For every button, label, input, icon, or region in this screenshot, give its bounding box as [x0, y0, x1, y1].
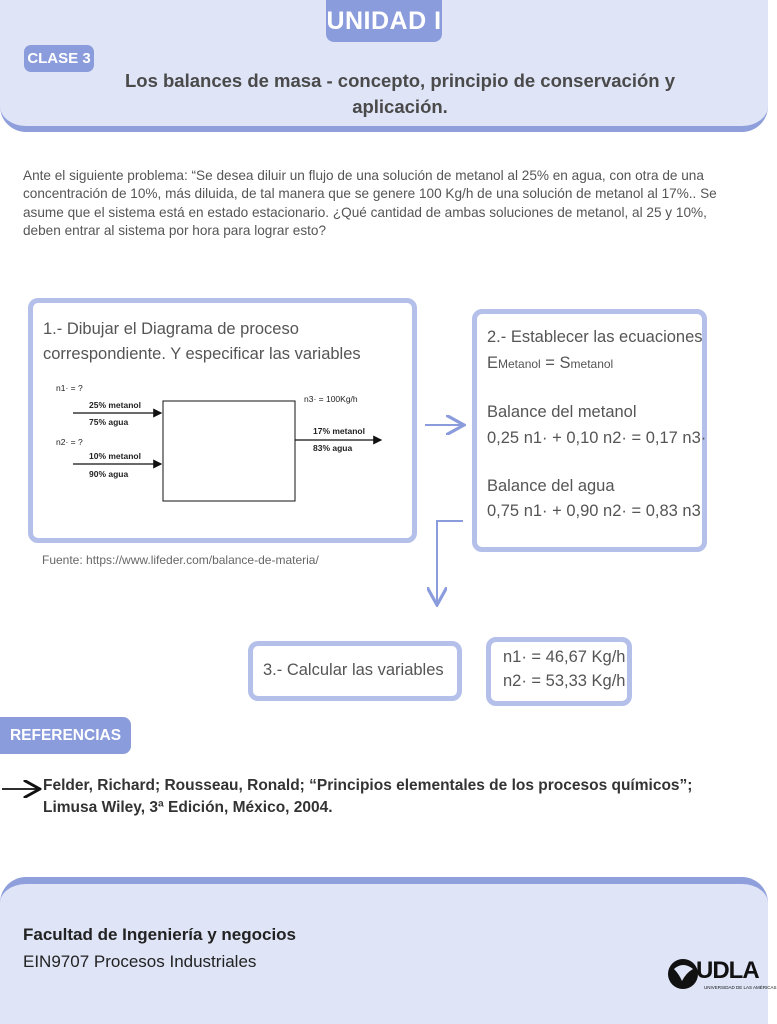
step3-label: 3.- Calcular las variables	[263, 661, 444, 679]
clase-tag: CLASE 3	[24, 45, 94, 72]
n2-comp1: 10% metanol	[89, 451, 141, 461]
n2-comp2: 90% agua	[89, 469, 129, 479]
faculty-name: Facultad de Ingeniería y negocios	[23, 925, 297, 944]
udla-emblem-icon	[666, 957, 700, 991]
page-title-line2: aplicación.	[352, 96, 448, 117]
n1-comp2: 75% agua	[89, 417, 129, 427]
unidad-tag: UNIDAD I	[326, 0, 442, 42]
problem-statement: Ante el siguiente problema: “Se desea diluir un flujo de una solución de metanol al 25% en agua, con otra de una concentración de 10%, más diluida, de tal manera que se genere 100 Kg/h de una solución de metanol al 17%.. Se asume que el sistema está en estado estacionario. ¿Qué cantidad de ambas soluciones de metanol, al 25 y 10%, deben entrar al sistema por hora para lograr esto?	[23, 168, 717, 238]
result-n2: n2· = 53,33 Kg/h	[503, 672, 626, 690]
course-name: EIN9707 Procesos Industriales	[23, 952, 257, 971]
logo-tagline: UNIVERSIDAD DE LAS AMÉRICAS	[704, 985, 777, 990]
n1-label: n1· = ?	[56, 383, 83, 393]
agua-balance-title: Balance del agua	[487, 477, 615, 495]
eq-equals-S: = S	[540, 354, 571, 372]
n3-label: n3· = 100Kg/h	[304, 394, 358, 404]
eq-E-sub: Metanol	[498, 357, 541, 371]
footer-band	[0, 877, 768, 1024]
agua-balance-eq: 0,75 n1· + 0,90 n2· = 0,83 n3	[487, 502, 701, 520]
arrow-step2-to-step3	[437, 521, 463, 603]
n1-comp1: 25% metanol	[89, 400, 141, 410]
eq-S-sub: metanol	[570, 357, 614, 371]
page-title	[110, 68, 690, 120]
step3-box	[248, 641, 462, 701]
step2-title: 2.- Establecer las ecuaciones	[487, 328, 703, 346]
process-diagram	[53, 383, 403, 513]
metanol-balance-title: Balance del metanol	[487, 403, 637, 421]
reference-entry: Felder, Richard; Rousseau, Ronald; “Principios elementales de los procesos químicos”; Limusa Wiley, 3ª Edición, México, 2004.	[43, 777, 693, 816]
udla-logo	[666, 955, 777, 993]
step2-box	[472, 309, 707, 552]
logo-wordmark: UDLA	[696, 957, 759, 984]
references-tag: REFERENCIAS	[0, 717, 131, 754]
metanol-balance-eq: 0,25 n1· + 0,10 n2· = 0,17 n3·	[487, 429, 707, 447]
n2-label: n2· = ?	[56, 437, 83, 447]
n3-comp2: 83% agua	[313, 443, 353, 453]
result-n1: n1· = 46,67 Kg/h	[503, 648, 626, 666]
n3-comp1: 17% metanol	[313, 426, 365, 436]
general-balance-eq	[487, 354, 613, 373]
step1-box	[28, 298, 417, 543]
page-title-line1: Los balances de masa - concepto, principio de conservación y	[124, 70, 676, 91]
source-citation: Fuente: https://www.lifeder.com/balance-de-materia/	[42, 553, 319, 567]
process-block	[163, 401, 295, 501]
eq-E: E	[487, 354, 499, 372]
step1-title: 1.- Dibujar el Diagrama de proceso correspondiente. Y especificar las variables	[43, 320, 361, 363]
results-box	[486, 637, 632, 706]
